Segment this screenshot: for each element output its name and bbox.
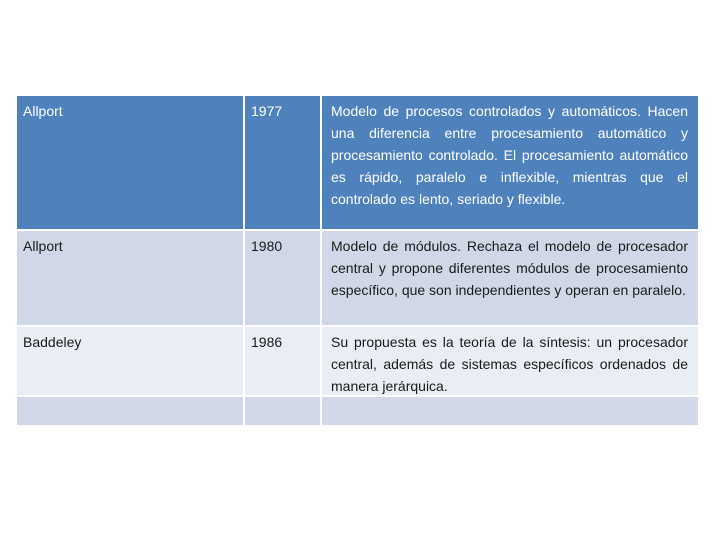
author-cell: Allport bbox=[17, 231, 245, 327]
description-cell bbox=[322, 397, 698, 427]
description-cell: Su propuesta es la teoría de la síntesis: un procesador central, además de sistemas específicos ordenados de manera jerárquica. bbox=[322, 327, 698, 397]
year-cell: 1980 bbox=[245, 231, 322, 327]
description-cell: Modelo de procesos controlados y automáticos. Hacen una diferencia entre procesamiento automático y procesamiento controlado. El procesamiento automático es rápido, paralelo e inflexible, mientras que el controlado es lento, seriado y flexible. bbox=[322, 96, 698, 231]
author-cell: Baddeley bbox=[17, 327, 245, 397]
year-cell: 1986 bbox=[245, 327, 322, 397]
description-cell: Modelo de módulos. Rechaza el modelo de procesador central y propone diferentes módulos de procesamiento específico, que son independientes y operan en paralelo. bbox=[322, 231, 698, 327]
author-cell bbox=[17, 397, 245, 427]
year-cell: 1977 bbox=[245, 96, 322, 231]
authors-table bbox=[17, 96, 698, 427]
year-cell bbox=[245, 397, 322, 427]
author-cell: Allport bbox=[17, 96, 245, 231]
